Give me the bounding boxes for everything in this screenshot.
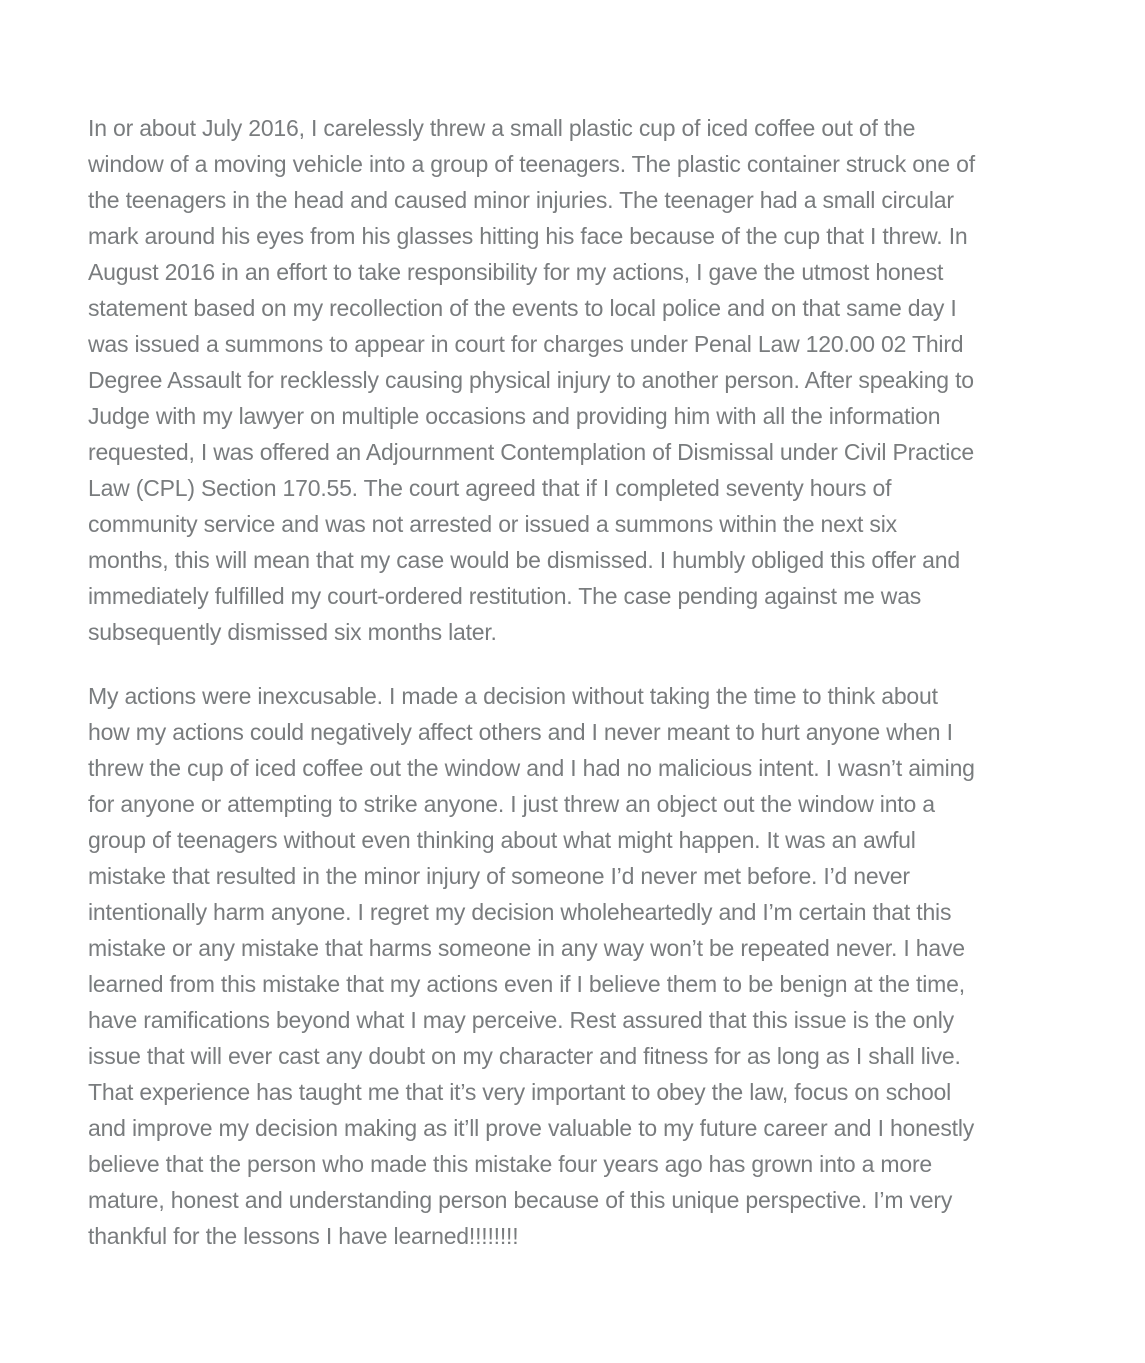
text-line: group of teenagers without even thinking about what might happen. It was an awful [88,827,916,853]
text-line: intentionally harm anyone. I regret my decision wholeheartedly and I’m certain that this [88,899,952,925]
text-line: In or about July 2016, I carelessly threw a small plastic cup of iced coffee out of the [88,115,916,141]
text-line: That experience has taught me that it’s very important to obey the law, focus on school [88,1079,952,1105]
text-line: issue that will ever cast any doubt on my character and fitness for as long as I shall live. [88,1043,961,1069]
text-line: for anyone or attempting to strike anyone. I just threw an object out the window into a [88,791,935,817]
text-line: requested, I was offered an Adjournment Contemplation of Dismissal under Civil Practice [88,439,975,465]
text-line: Judge with my lawyer on multiple occasions and providing him with all the information [88,403,941,429]
text-line: Law (CPL) Section 170.55. The court agreed that if I completed seventy hours of [88,475,892,501]
text-line: was issued a summons to appear in court for charges under Penal Law 120.00 02 Third [88,331,964,357]
text-line: community service and was not arrested or issued a summons within the next six [88,511,897,537]
text-line: window of a moving vehicle into a group of teenagers. The plastic container struck one of [88,151,975,177]
text-line: how my actions could negatively affect others and I never meant to hurt anyone when I [88,719,953,745]
paragraph [88,678,1075,1254]
text-line: statement based on my recollection of the events to local police and on that same day I [88,295,957,321]
text-line: subsequently dismissed six months later. [88,619,497,645]
text-line: and improve my decision making as it’ll prove valuable to my future career and I honestly [88,1115,975,1141]
text-line: mark around his eyes from his glasses hitting his face because of the cup that I threw. In [88,223,968,249]
text-line: believe that the person who made this mistake four years ago has grown into a more [88,1151,933,1177]
text-line: August 2016 in an effort to take responsibility for my actions, I gave the utmost honest [88,259,944,285]
text-line: immediately fulfilled my court-ordered restitution. The case pending against me was [88,583,922,609]
paragraph [88,110,1075,650]
text-line: mature, honest and understanding person because of this unique perspective. I’m very [88,1187,953,1213]
text-line: mistake or any mistake that harms someone in any way won’t be repeated never. I have [88,935,965,961]
text-line: Degree Assault for recklessly causing physical injury to another person. After speaking to [88,367,974,393]
text-line: the teenagers in the head and caused minor injuries. The teenager had a small circular [88,187,954,213]
text-line: My actions were inexcusable. I made a decision without taking the time to think about [88,683,938,709]
text-line: thankful for the lessons I have learned!!!!!!!! [88,1223,519,1249]
text-line: threw the cup of iced coffee out the window and I had no malicious intent. I wasn’t aiming [88,755,975,781]
text-line: learned from this mistake that my actions even if I believe them to be benign at the time, [88,971,965,997]
text-line: have ramifications beyond what I may perceive. Rest assured that this issue is the only [88,1007,954,1033]
text-line: mistake that resulted in the minor injury of someone I’d never met before. I’d never [88,863,910,889]
text-line: months, this will mean that my case would be dismissed. I humbly obliged this offer and [88,547,960,573]
